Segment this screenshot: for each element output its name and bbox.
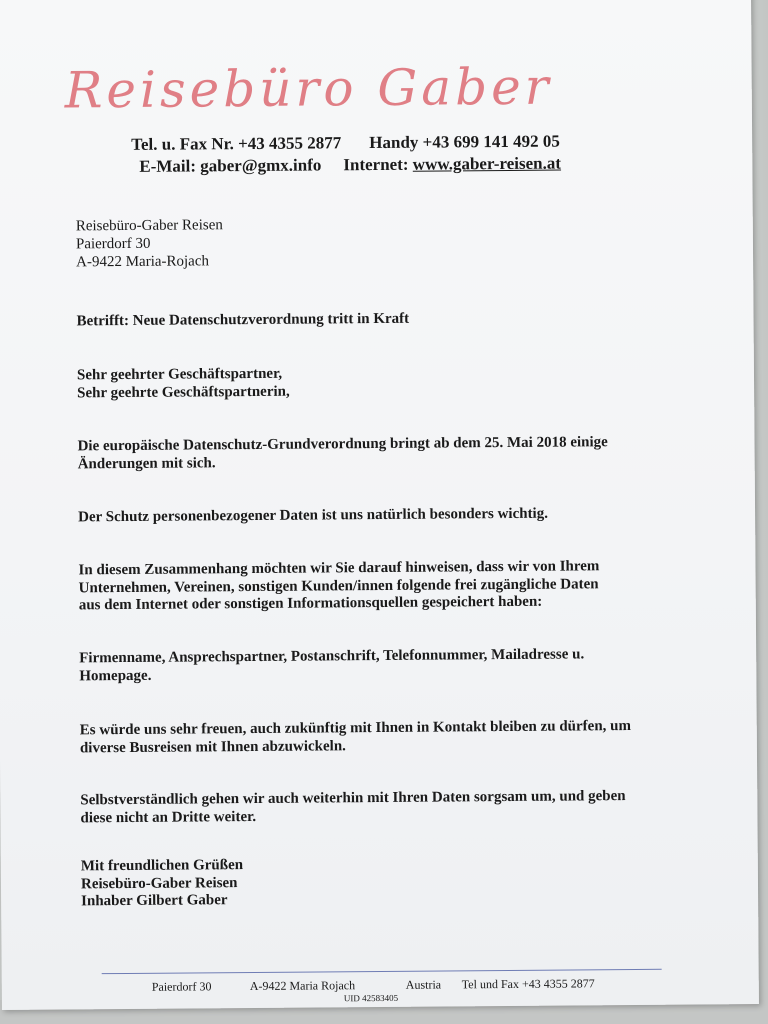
address-line: A-9422 Maria-Rojach <box>76 253 210 271</box>
address-line: Paierdorf 30 <box>75 235 151 253</box>
footer-uid: UID 42583405 <box>343 992 399 1004</box>
text-line: In diesem Zusammenhang möchten wir Sie darauf hinweisen, dass wir von Ihrem <box>78 558 600 579</box>
text-line: Selbstverständlich gehen wir auch weiterhin mit Ihren Daten sorgsam um, und geben <box>80 788 626 809</box>
address-line: Reisebüro-Gaber Reisen <box>75 217 223 235</box>
internet-label: Internet: <box>343 154 409 175</box>
text-line: diverse Busreisen mit Ihnen abzuwickeln. <box>79 737 346 756</box>
contact-phone-row <box>131 132 560 155</box>
paragraph-5 <box>80 718 631 757</box>
text-line: Homepage. <box>79 667 152 684</box>
closing-line: Inhaber Gilbert Gaber <box>81 892 228 910</box>
subject-line: Betrifft: Neue Datenschutzverordnung tritt in Kraft <box>76 310 410 330</box>
text-line: Unternehmen, Vereinen, sonstigen Kunden/innen folgende frei zugängliche Daten <box>78 575 599 596</box>
text-line: Änderungen mit sich. <box>77 454 216 472</box>
text-line: Der Schutz personenbezogener Daten ist uns natürlich besonders wichtig. <box>78 505 549 526</box>
contact-web-row <box>139 154 561 177</box>
text-line: Es würde uns sehr freuen, auch zukünftig mit Ihnen in Kontakt bleiben zu dürfen, um <box>79 718 632 739</box>
footer-street: Paierdorf 30 <box>151 979 212 994</box>
company-logo: Reisebüro Gaber <box>64 57 553 120</box>
closing-line: Mit freundlichen Grüßen <box>80 857 244 875</box>
paragraph-6 <box>80 788 626 827</box>
paragraph-3 <box>78 558 599 615</box>
text-line: aus dem Internet oder sonstigen Informationsquellen gespeichert haben: <box>78 593 543 614</box>
footer-country: Austria <box>405 977 442 992</box>
paragraph-4 <box>79 646 584 685</box>
closing <box>81 857 244 911</box>
recipient-address <box>76 216 223 271</box>
salutation <box>77 366 290 403</box>
text-line: Firmenname, Ansprechspartner, Postanschrift, Telefonnummer, Mailadresse u. <box>79 646 585 667</box>
footer-phone: Tel und Fax +43 4355 2877 <box>461 976 595 992</box>
closing-line: Reisebüro-Gaber Reisen <box>80 874 238 892</box>
paragraph-2 <box>78 506 548 527</box>
footer <box>102 976 662 994</box>
salutation-line: Sehr geehrter Geschäftspartner, <box>76 365 283 384</box>
text-line: diese nicht an Dritte weiter. <box>80 808 257 826</box>
footer-city: A-9422 Maria Rojach <box>249 978 356 994</box>
paragraph-1 <box>77 434 608 473</box>
email-address: E-Mail: gaber@gmx.info <box>139 155 322 176</box>
text-line: Die europäische Datenschutz-Grundverordnung bringt ab dem 25. Mai 2018 einige <box>77 434 608 455</box>
footer-divider <box>102 969 662 974</box>
phone-fax: Tel. u. Fax Nr. +43 4355 2877 <box>131 133 342 154</box>
website-link[interactable]: www.gaber-reisen.at <box>412 153 562 174</box>
salutation-line: Sehr geehrte Geschäftspartnerin, <box>77 383 290 401</box>
mobile-number: Handy +43 699 141 492 05 <box>369 131 560 153</box>
